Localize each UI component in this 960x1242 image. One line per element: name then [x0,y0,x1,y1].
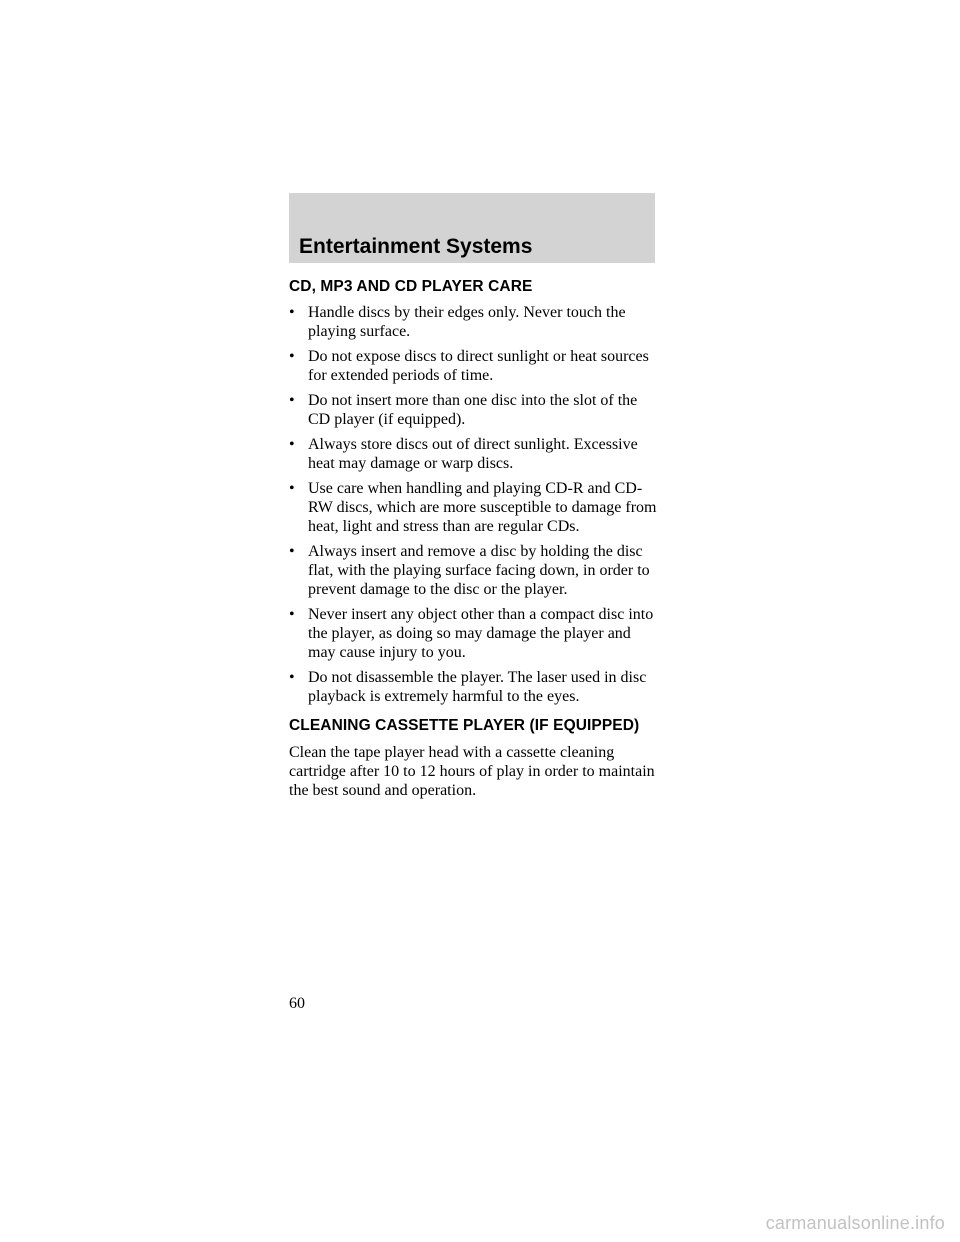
bullet-icon: • [289,392,295,409]
list-item-text: Always store discs out of direct sunlight. Excessive heat may damage or warp discs. [308,436,638,472]
list-item-text: Do not disassemble the player. The laser used in disc playback is extremely harmful to the eyes. [308,669,647,705]
page-number: 60 [289,995,305,1012]
list-item-text: Use care when handling and playing CD-R and CD-RW discs, which are more susceptible to damage from heat, light and stress than are regular CDs. [308,480,657,535]
section-header-band [289,193,655,263]
bullet-icon: • [289,606,295,623]
bullet-icon: • [289,480,295,497]
bullet-icon: • [289,348,295,365]
page-title: Entertainment Systems [299,235,533,258]
main-content [289,277,661,800]
list-item-text: Never insert any object other than a compact disc into the player, as doing so may damage the player and may cause injury to you. [308,606,654,661]
bullet-icon: • [289,543,295,560]
list-item-text: Handle discs by their edges only. Never touch the playing surface. [308,304,626,340]
bullet-icon: • [289,304,295,321]
list-item-text: Always insert and remove a disc by holding the disc flat, with the playing surface facing down, in order to prevent damage to the disc or the player. [308,543,650,598]
bullet-icon: • [289,669,295,686]
watermark: carmanualsonline.info [765,1213,945,1233]
list-item [289,391,661,429]
list-item [289,347,661,385]
section-heading-cassette-cleaning: CLEANING CASSETTE PLAYER (IF EQUIPPED) [289,717,640,734]
cd-care-bullet-list [289,303,661,706]
list-item [289,605,661,662]
list-item [289,668,661,706]
cassette-cleaning-paragraph: Clean the tape player head with a cassette cleaning cartridge after 10 to 12 hours of play in order to maintain the best sound and operation. [289,744,655,799]
bullet-icon: • [289,436,295,453]
list-item [289,479,661,536]
list-item [289,303,661,341]
list-item-text: Do not insert more than one disc into the slot of the CD player (if equipped). [308,392,638,428]
list-item [289,435,661,473]
list-item [289,542,661,599]
list-item-text: Do not expose discs to direct sunlight or heat sources for extended periods of time. [308,348,649,384]
section-heading-cd-care: CD, MP3 AND CD PLAYER CARE [289,278,533,295]
